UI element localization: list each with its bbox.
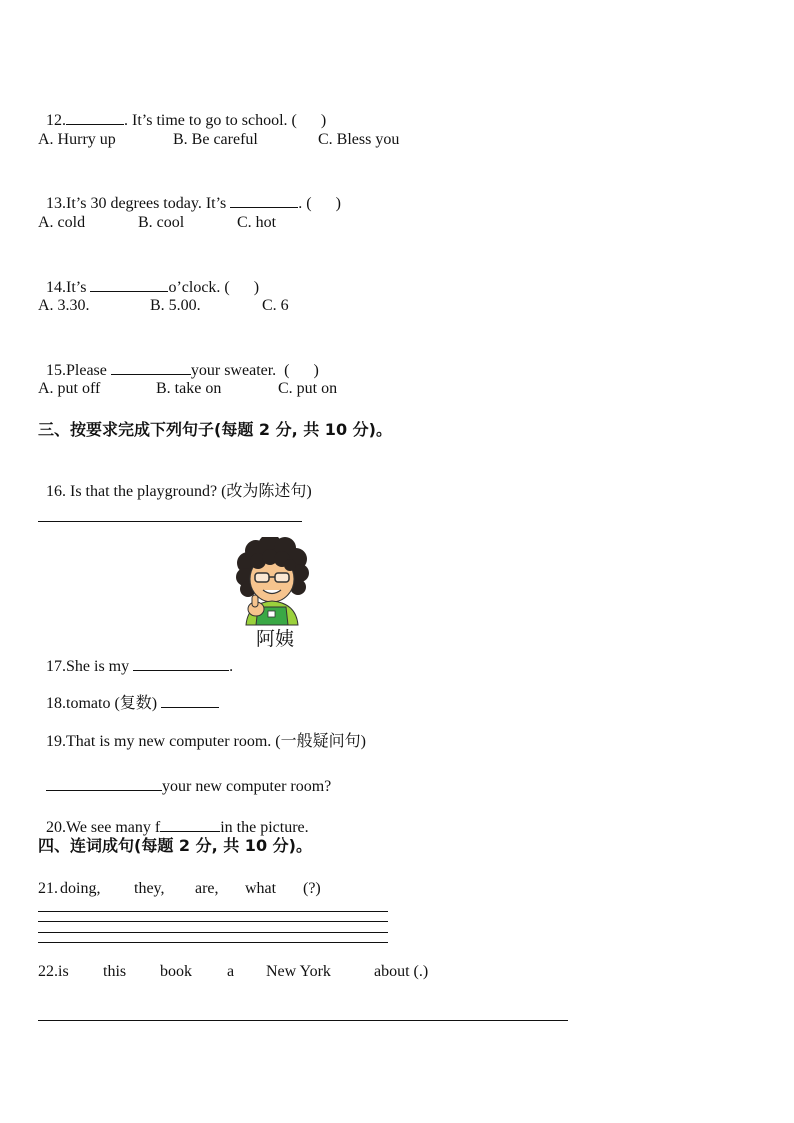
word-token: a <box>227 963 235 980</box>
question-20 <box>38 795 309 838</box>
word-token: they, <box>134 880 165 897</box>
answer-line[interactable] <box>38 1020 568 1021</box>
question-text: 15.Please <box>46 362 111 379</box>
answer-tail: your new computer room? <box>162 778 332 795</box>
word-token: this <box>103 963 127 980</box>
answer-blank[interactable] <box>111 358 191 375</box>
question-text: 19.That is my new computer room. (一般疑问句) <box>46 733 366 750</box>
question-12 <box>38 88 326 131</box>
question-15 <box>38 338 319 381</box>
question-text: 17.She is my <box>46 658 134 675</box>
section-3-title: 三、按要求完成下列句子(每题 2 分, 共 10 分)。 <box>38 420 392 439</box>
word-token: are, <box>195 880 219 897</box>
option-c[interactable]: C. Bless you <box>318 131 400 148</box>
question-text: 14.It’s <box>46 279 91 296</box>
section-4-title: 四、连词成句(每题 2 分, 共 10 分)。 <box>38 836 312 855</box>
question-text: 16. Is that the playground? (改为陈述句) <box>46 483 312 500</box>
answer-blank[interactable] <box>133 654 229 671</box>
question-16 <box>38 462 312 502</box>
answer-blank[interactable] <box>66 108 124 125</box>
question-number: 21. <box>38 880 58 897</box>
writing-line[interactable] <box>38 942 388 943</box>
answer-blank[interactable] <box>161 691 219 708</box>
question-text: . It’s time to go to school. ( ) <box>124 112 327 129</box>
word-token: New York <box>266 963 331 980</box>
question-number: 12. <box>46 112 66 129</box>
answer-blank[interactable] <box>230 191 298 208</box>
option-c[interactable]: C. hot <box>237 214 277 231</box>
word-token: (?) <box>303 880 321 897</box>
question-18 <box>38 671 219 714</box>
aunt-caption: 阿姨 <box>256 628 295 650</box>
question-text-end: o’clock. ( ) <box>168 279 260 296</box>
question-text-end: your sweater. ( ) <box>190 362 319 379</box>
aunt-illustration <box>234 537 316 653</box>
word-token: what <box>245 880 277 897</box>
question-number: 22. <box>38 963 58 980</box>
option-b[interactable]: B. take on <box>156 380 222 397</box>
answer-line[interactable] <box>38 521 302 522</box>
question-19 <box>38 712 366 752</box>
option-a[interactable]: A. Hurry up <box>38 131 116 148</box>
option-c[interactable]: C. 6 <box>262 297 289 314</box>
answer-blank[interactable] <box>160 815 220 832</box>
word-token: is <box>58 963 69 980</box>
writing-line[interactable] <box>38 921 388 922</box>
option-a[interactable]: A. cold <box>38 214 86 231</box>
option-a[interactable]: A. put off <box>38 380 101 397</box>
option-b[interactable]: B. Be careful <box>173 131 258 148</box>
answer-blank[interactable] <box>90 275 168 292</box>
answer-blank[interactable] <box>46 774 162 791</box>
question-text-end: . ( ) <box>298 195 341 212</box>
question-13 <box>38 171 341 214</box>
option-c[interactable]: C. put on <box>278 380 338 397</box>
question-text: 18.tomato (复数) <box>46 695 162 712</box>
option-b[interactable]: B. cool <box>138 214 185 231</box>
word-token: about (.) <box>374 963 429 980</box>
word-token: doing, <box>60 880 101 897</box>
option-b[interactable]: B. 5.00. <box>150 297 201 314</box>
question-19-answer <box>38 754 331 797</box>
question-text-end: . <box>229 658 234 675</box>
question-text: 13.It’s 30 degrees today. It’s <box>46 195 231 212</box>
writing-line[interactable] <box>38 911 388 912</box>
question-14 <box>38 255 259 298</box>
question-text: 20.We see many f <box>46 819 161 836</box>
question-text-end: in the picture. <box>220 819 309 836</box>
writing-line[interactable] <box>38 932 388 933</box>
word-token: book <box>160 963 192 980</box>
option-a[interactable]: A. 3.30. <box>38 297 90 314</box>
